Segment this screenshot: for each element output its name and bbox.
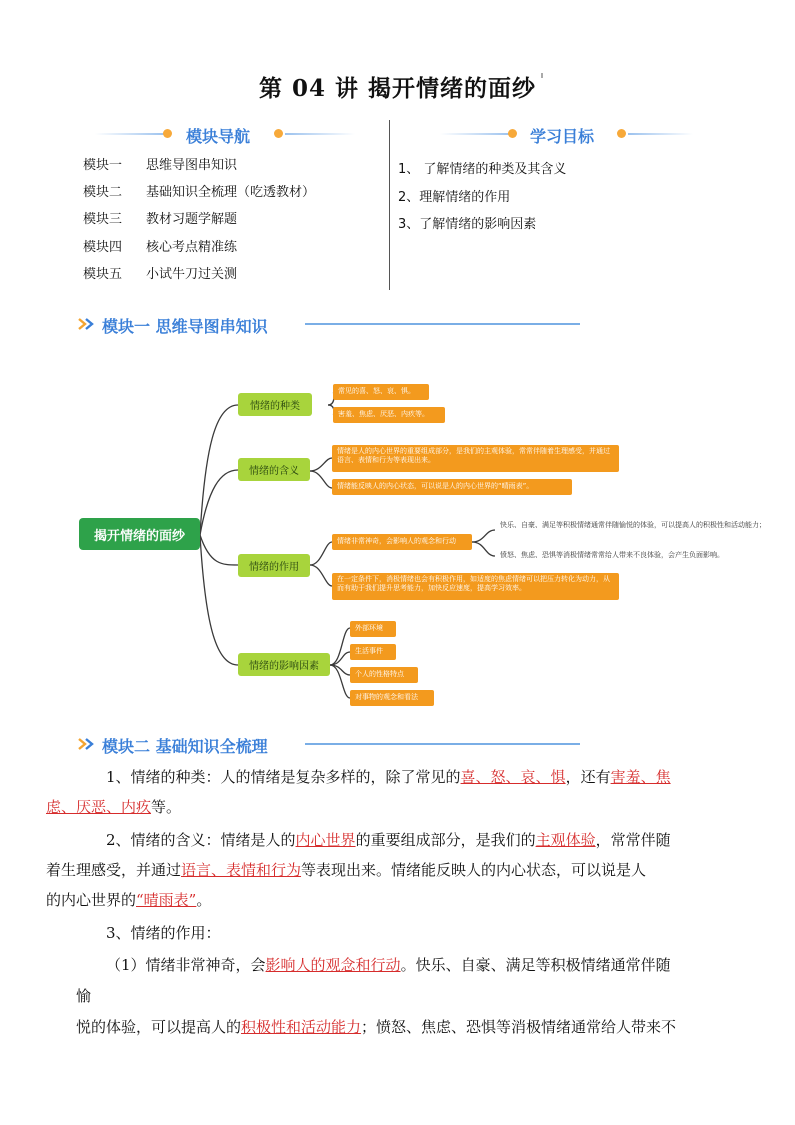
- goal-item-2: 2、理解情绪的作用: [398, 190, 511, 205]
- mindmap-leaf: 情绪是人的内心世界的重要组成部分，是我们的主观体验，常常伴随着生理感受，并通过语言、表情和行为等表现出来。: [332, 445, 619, 472]
- nav-item-key: 模块三: [83, 212, 123, 227]
- mindmap-node-meaning: 情绪的含义: [238, 458, 310, 481]
- nav-heading-line-right: [285, 133, 355, 135]
- highlight: 主观体验: [535, 831, 596, 849]
- highlight: 内心世界: [295, 831, 356, 849]
- module2-heading: 模块二 基础知识全梳理: [102, 737, 268, 756]
- nav-item-key: 模块五: [83, 267, 123, 282]
- paragraph-function-1: （1）情绪非常神奇，会影响人的观念和行动。快乐、自豪、满足等积极情绪通常伴随: [106, 956, 671, 974]
- mindmap-leaf: 在一定条件下，消极情绪也会有积极作用，如适度的焦虑情绪可以把压力转化为动力，从而有助于我们提升思考能力，加快反应速度，提高学习效率。: [332, 573, 619, 600]
- nav-item-key: 模块一: [83, 158, 123, 173]
- paragraph-function-1-wrap: 愉: [76, 987, 92, 1005]
- paragraph-function-1-cont: 悦的体验，可以提高人的积极性和活动能力；愤怒、焦虑、恐惧等消极情绪通常给人带来不: [76, 1018, 677, 1036]
- nav-heading: 模块导航: [186, 127, 251, 146]
- mindmap-center-node: 揭开情绪的面纱: [79, 518, 200, 550]
- mindmap-leaf: 生活事件: [350, 644, 396, 660]
- nav-heading-dot-left: [163, 129, 172, 138]
- nav-item-key: 模块四: [83, 240, 123, 255]
- nav-item-label: 思维导图串知识: [146, 158, 238, 173]
- double-chevron-icon: [78, 738, 96, 750]
- nav-item-key: 模块二: [83, 185, 123, 200]
- goals-heading: 学习目标: [530, 127, 595, 146]
- highlight: 害羞、焦: [610, 768, 671, 786]
- nav-item-5[interactable]: [83, 263, 383, 281]
- mindmap-node-kinds: 情绪的种类: [238, 393, 312, 416]
- goals-heading-dot-left: [508, 129, 517, 138]
- highlight: “晴雨表”: [136, 891, 197, 909]
- paragraph-meaning: 2、情绪的含义：情绪是人的内心世界的重要组成部分，是我们的主观体验，常常伴随 着生理感受，并通过语言、表情和行为等表现出来。情绪能反映人的内心状态，可以说是人 的内心世界的“晴雨表”。: [46, 831, 671, 909]
- double-chevron-icon: [78, 318, 96, 330]
- paragraph-function-heading: 3、情绪的作用：: [106, 924, 221, 942]
- nav-item-label: 基础知识全梳理（吃透教材）: [146, 185, 316, 200]
- mindmap-leaf: 常见的喜、怒、哀、惧。: [333, 384, 429, 400]
- nav-item-label: 核心考点精准练: [146, 240, 238, 255]
- module1-heading: 模块一 思维导图串知识: [102, 317, 268, 336]
- highlight: 喜、怒、哀、惧: [460, 768, 566, 786]
- nav-heading-dot-right: [274, 129, 283, 138]
- nav-item-1[interactable]: [83, 154, 383, 172]
- module2-heading-rule: [305, 743, 580, 745]
- mindmap-leaf: 情绪非常神奇，会影响人的观念和行动: [332, 534, 472, 550]
- title-mark: [541, 73, 543, 78]
- mindmap-subtext: 愤怒、焦虑、恐惧等消极情绪常常给人带来不良体验，会产生负面影响。: [500, 551, 724, 559]
- highlight: 虑、厌恶、内疚: [46, 798, 152, 816]
- goals-heading-dot-right: [617, 129, 626, 138]
- goal-item-1: 1、 了解情绪的种类及其含义: [398, 162, 567, 177]
- goal-item-3: 3、了解情绪的影响因素: [398, 217, 537, 232]
- mindmap-leaf: 个人的性格特点: [350, 667, 418, 683]
- highlight: 影响人的观念和行动: [265, 956, 401, 974]
- mindmap-node-function: 情绪的作用: [238, 554, 310, 577]
- highlight: 积极性和活动能力: [241, 1018, 362, 1036]
- mindmap-node-factors: 情绪的影响因素: [238, 653, 330, 676]
- nav-item-label: 小试牛刀过关测: [146, 267, 238, 282]
- highlight: 语言、表情和行为: [181, 861, 302, 879]
- goals-heading-line-right: [628, 133, 693, 135]
- nav-item-2[interactable]: [83, 181, 383, 199]
- mindmap-leaf: 情绪能反映人的内心状态，可以说是人的内心世界的“晴雨表”。: [332, 479, 572, 495]
- paragraph-kinds: 1、情绪的种类：人的情绪是复杂多样的，除了常见的喜、怒、哀、惧，还有害羞、焦 虑、厌恶、内疚等。: [46, 768, 671, 816]
- nav-item-4[interactable]: [83, 236, 383, 254]
- module1-heading-rule: [305, 323, 580, 325]
- mindmap-subtext: 快乐、自豪、满足等积极情绪通常伴随愉悦的体验，可以提高人的积极性和活动能力；: [500, 521, 766, 529]
- nav-item-label: 教材习题学解题: [146, 212, 238, 227]
- mindmap-leaf: 害羞、焦虑、厌恶、内疚等。: [333, 407, 445, 423]
- mindmap-leaf: 外部环境: [350, 621, 396, 637]
- page-title: 第 04 讲 揭开情绪的面纱: [258, 75, 537, 102]
- nav-item-3[interactable]: [83, 208, 383, 226]
- nav-heading-line-left: [95, 133, 165, 135]
- column-divider: [389, 120, 390, 290]
- mindmap-leaf: 对事物的观念和看法: [350, 690, 434, 706]
- goals-heading-line-left: [440, 133, 510, 135]
